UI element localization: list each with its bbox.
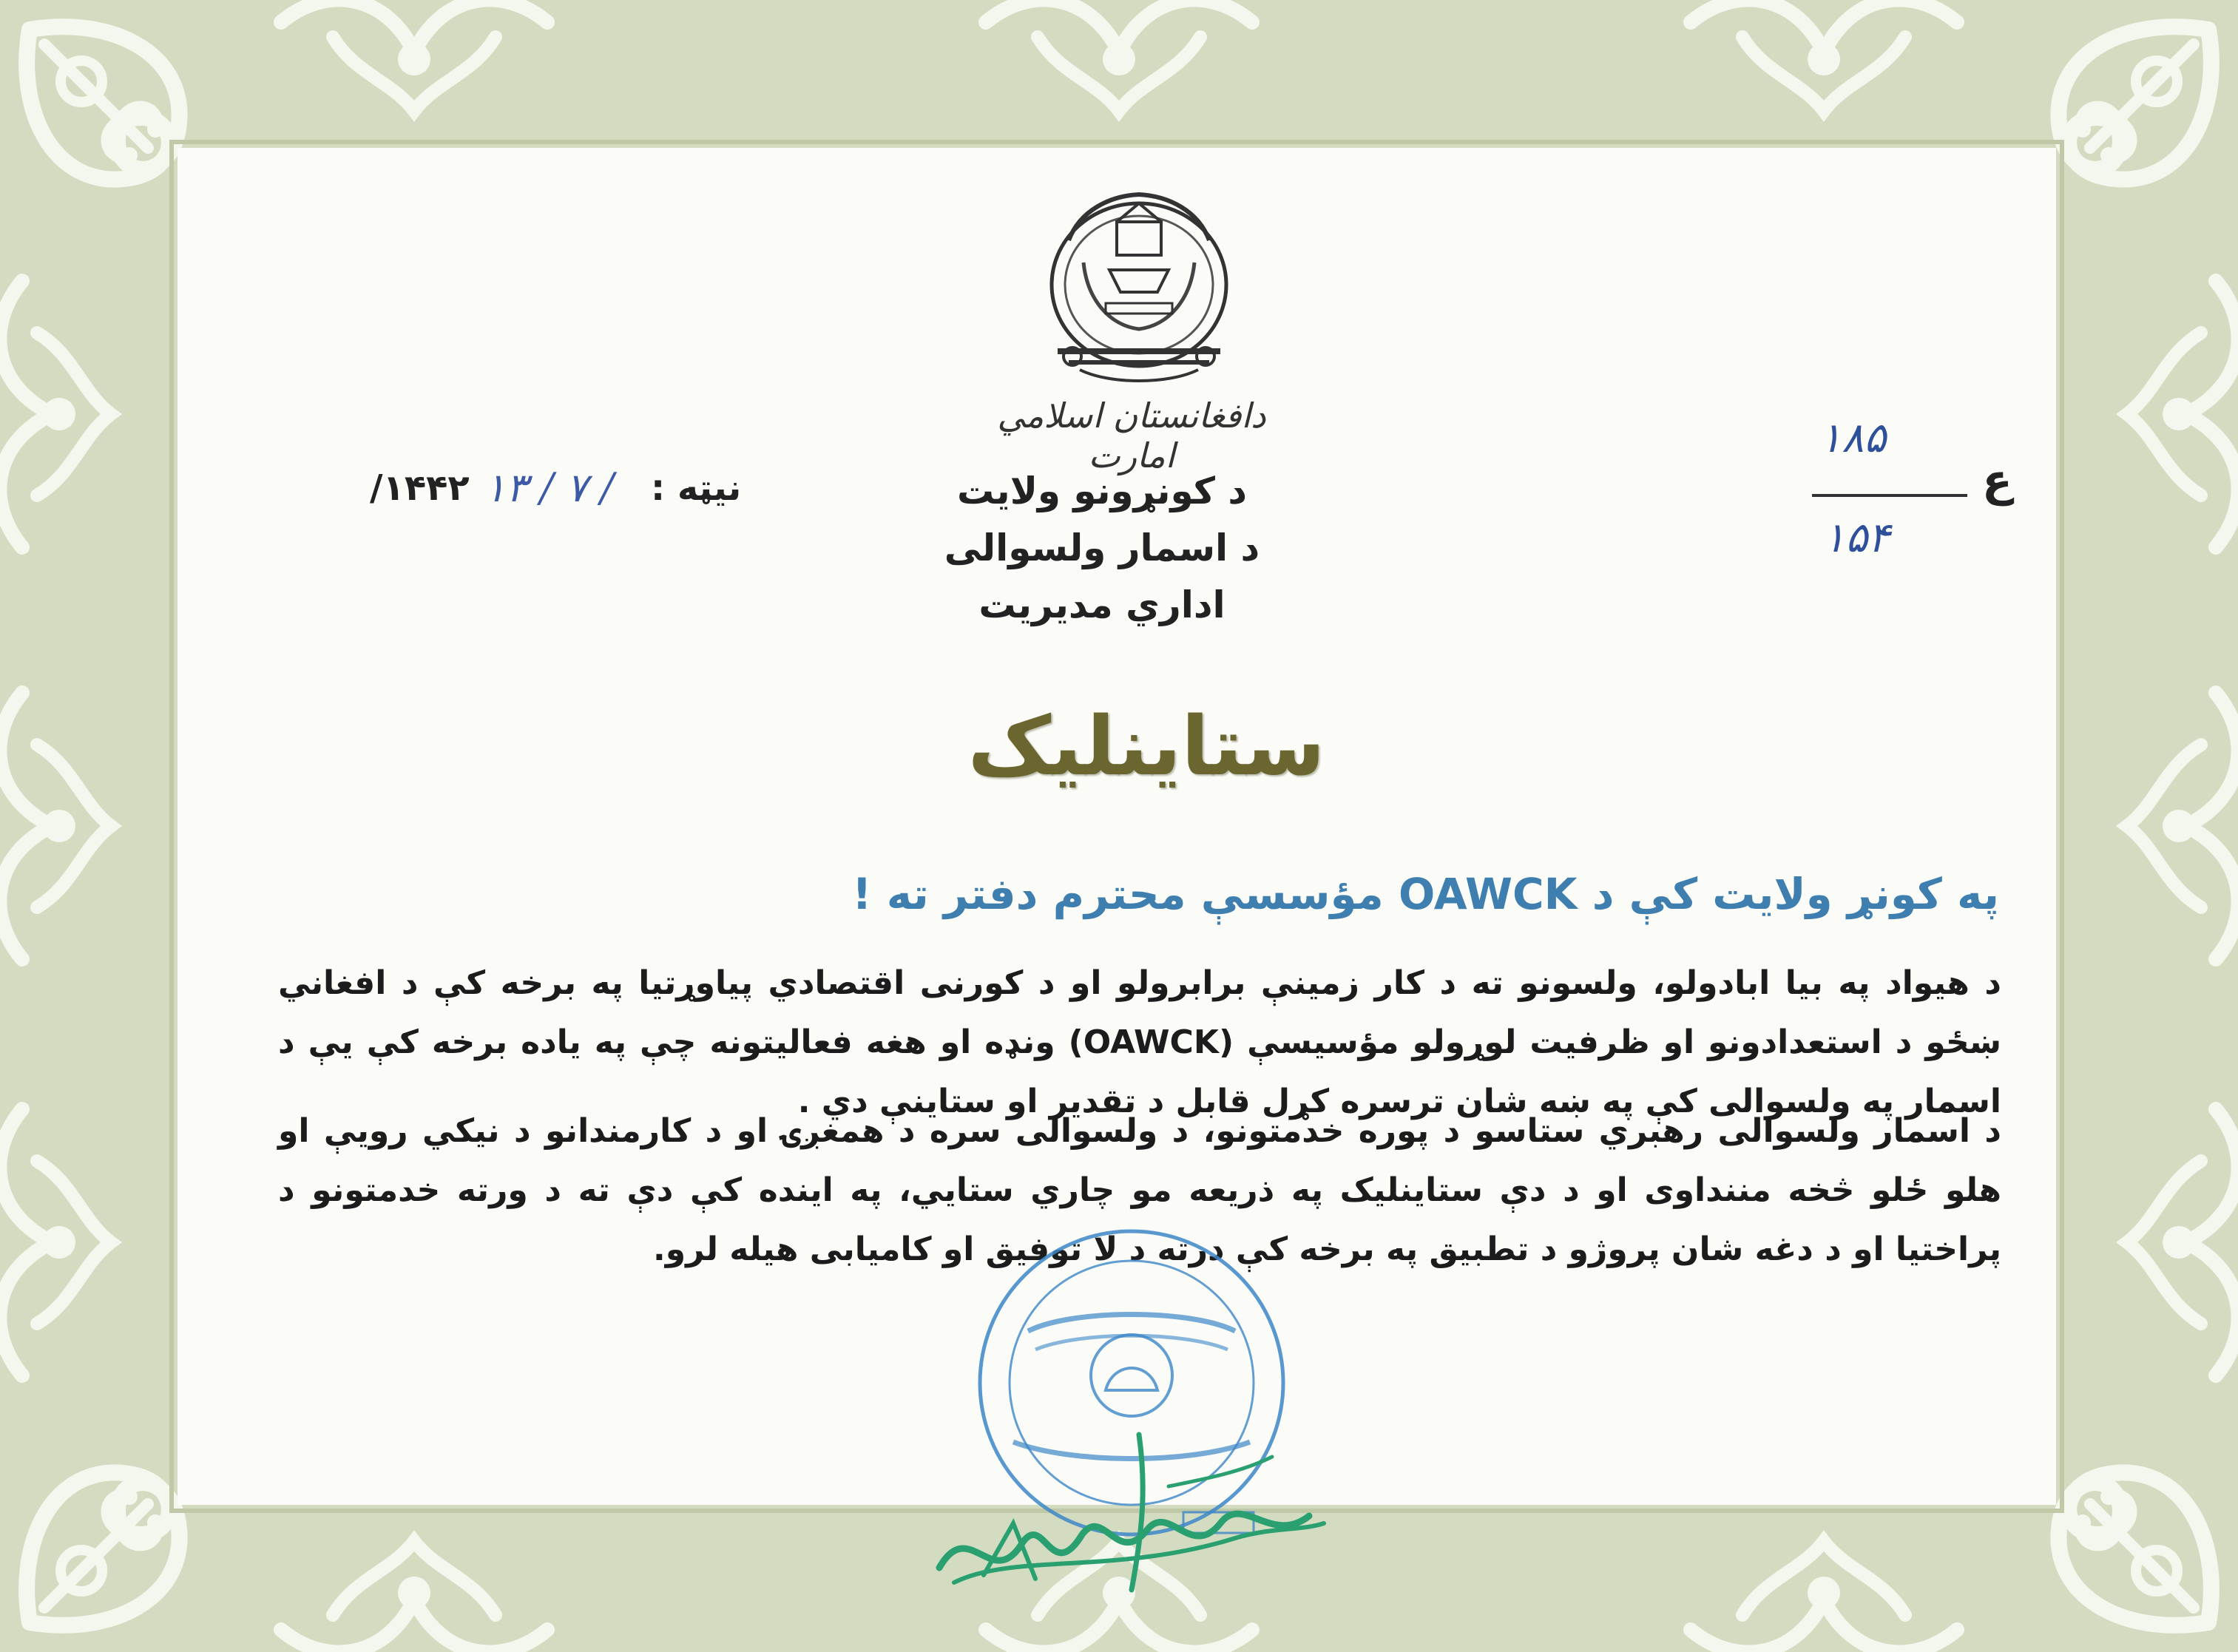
date-label: نیټه : (651, 467, 742, 509)
date-day-month: ۱۳ / ۷ / (484, 464, 614, 511)
department-heading: اداري مدیریت (978, 583, 1226, 626)
body-paragraph-2: د اسمار ولسوالی رهبري ستاسو د پوره خدمتونو، د ولسوالی سره د همغږۍ او د کارمندانو د نیکي رویې او هلو ځلو څخه مننداوی او د دې ستاینلیک په ذریعه مو چاري ستایي، په اینده کې دې ته د ورته خدمتونو د پراختیا او د دغه شان پروژو د تطبیق په برخه کې درته د لا توفیق او کامیابی هیله لرو. (278, 1112, 2001, 1268)
certificate-title: ستاینلیک (967, 699, 1325, 793)
emirate-emblem-icon (1028, 181, 1250, 392)
reference-letter: ع (1982, 455, 2012, 507)
addressee-line: په کونړ ولایت کې د OAWCK مؤسسې محترم دفتر ته ! (852, 869, 1999, 919)
reference-number-top: ۱۸۵ (1819, 414, 1887, 462)
date-year: ۱۴۴۲/ (370, 467, 470, 509)
province-heading: د کونړونو ولایت (957, 470, 1247, 512)
district-heading: د اسمار ولسوالی (944, 527, 1260, 569)
reference-number-bottom: ۱۵۴ (1823, 514, 1890, 562)
emirate-name: دافغانستان اسلامي امارت (997, 396, 1266, 475)
signature-icon (924, 1405, 1339, 1605)
body-paragraph-1: د هیواد په بیا ابادولو، ولسونو ته د کار زمینې برابرولو او د کورنی اقتصادي پیاوړتیا په برخه کې د افغاني ښځو د استعدادونو او ظرفیت لوړولو مؤسیسې (OAWCK) ونډه او هغه فعالیتونه چې په یاده برخه کې یې د اسمار په ولسوالی کې په ښه شان ترسره کړل قابل د تقدیر او ستاینې دي . (278, 964, 2001, 1120)
reference-divider (1812, 494, 1967, 497)
